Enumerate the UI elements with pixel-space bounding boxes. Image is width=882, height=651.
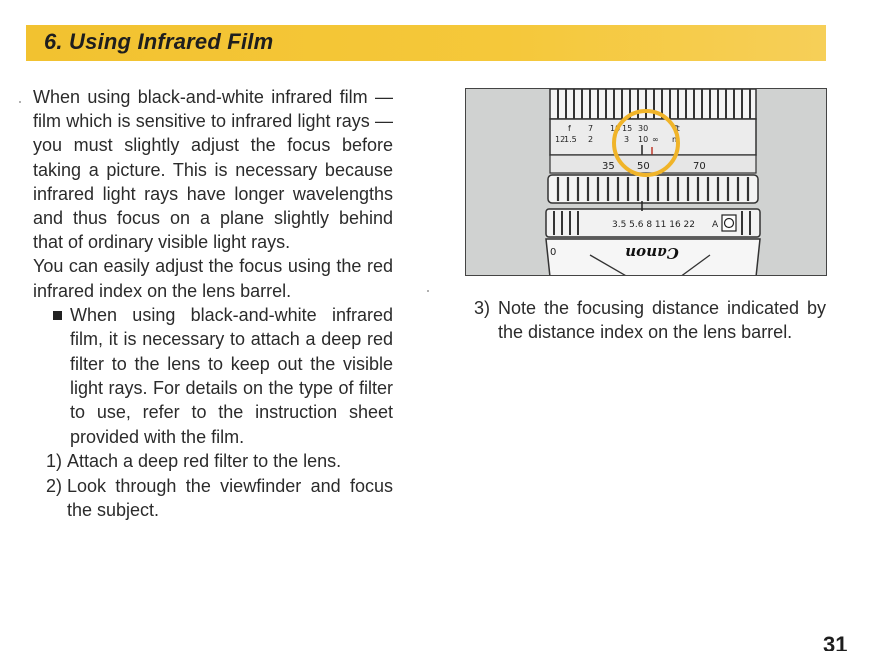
scale-label: 12 — [555, 135, 566, 144]
step-text: Note the focusing distance indicated by the distance index on the lens barrel. — [498, 298, 826, 343]
bullet-text: When using black-and-white infrared film, it is necessary to attach a deep red filter to the lens to keep out the visible light rays. For details on the type of filter to use, refer to the instruction sheet provided with the film. — [70, 304, 393, 447]
step-number: 2) — [46, 475, 63, 496]
brand-logo: Canon — [625, 244, 679, 262]
step-text: Attach a deep red filter to the lens. — [67, 451, 342, 472]
scale-label: 10 — [610, 124, 621, 133]
mode-label: A — [712, 220, 719, 230]
scale-label: 2 — [588, 135, 594, 144]
focal-label: 50 — [637, 161, 650, 172]
scale-label: 7 — [588, 124, 594, 133]
scale-label: m — [672, 135, 680, 144]
left-column — [33, 85, 393, 522]
square-bullet-icon — [53, 311, 62, 320]
focal-label: 70 — [693, 161, 706, 172]
scale-label: 15 — [622, 124, 633, 133]
scale-label: 3 — [624, 135, 630, 144]
index-paragraph: You can easily adjust the focus using the red infrared index on the lens barrel. — [33, 256, 393, 301]
step-text: Look through the viewfinder and focus the subject. — [67, 475, 393, 521]
scale-label: 1.5 — [564, 135, 577, 144]
scale-label: ∞ — [652, 135, 659, 144]
svg-text:0: 0 — [550, 247, 557, 258]
lens-barrel-illustration — [466, 89, 827, 276]
focal-label: 35 — [602, 161, 615, 172]
speck — [19, 101, 21, 103]
scale-label: 30 — [638, 124, 649, 133]
intro-paragraph: When using black-and-white infrared film — film which is sensitive to infrared light rays — you must slightly adjust the focus before taking a picture. This is necessary because infrared light rays have longer wavelengths and thus focus on a plane slightly behind that of ordinary visible light rays. — [33, 87, 393, 253]
page-number: 31 — [823, 632, 848, 651]
step-number: 3) — [474, 298, 491, 318]
lens-barrel-figure — [465, 88, 827, 276]
section-title: 6. Using Infrared Film — [44, 29, 274, 54]
step-2 — [33, 474, 393, 523]
scale-label: f — [568, 124, 571, 133]
scale-label: ft — [674, 124, 680, 133]
step-3 — [474, 296, 826, 345]
bullet-item — [33, 303, 393, 449]
aperture-scale: 3.5 5.6 8 11 16 22 — [612, 220, 696, 230]
step-1 — [33, 449, 393, 473]
right-column — [474, 296, 826, 345]
scale-label: 10 — [638, 135, 649, 144]
step-number: 1) — [46, 451, 63, 472]
speck — [427, 290, 429, 292]
